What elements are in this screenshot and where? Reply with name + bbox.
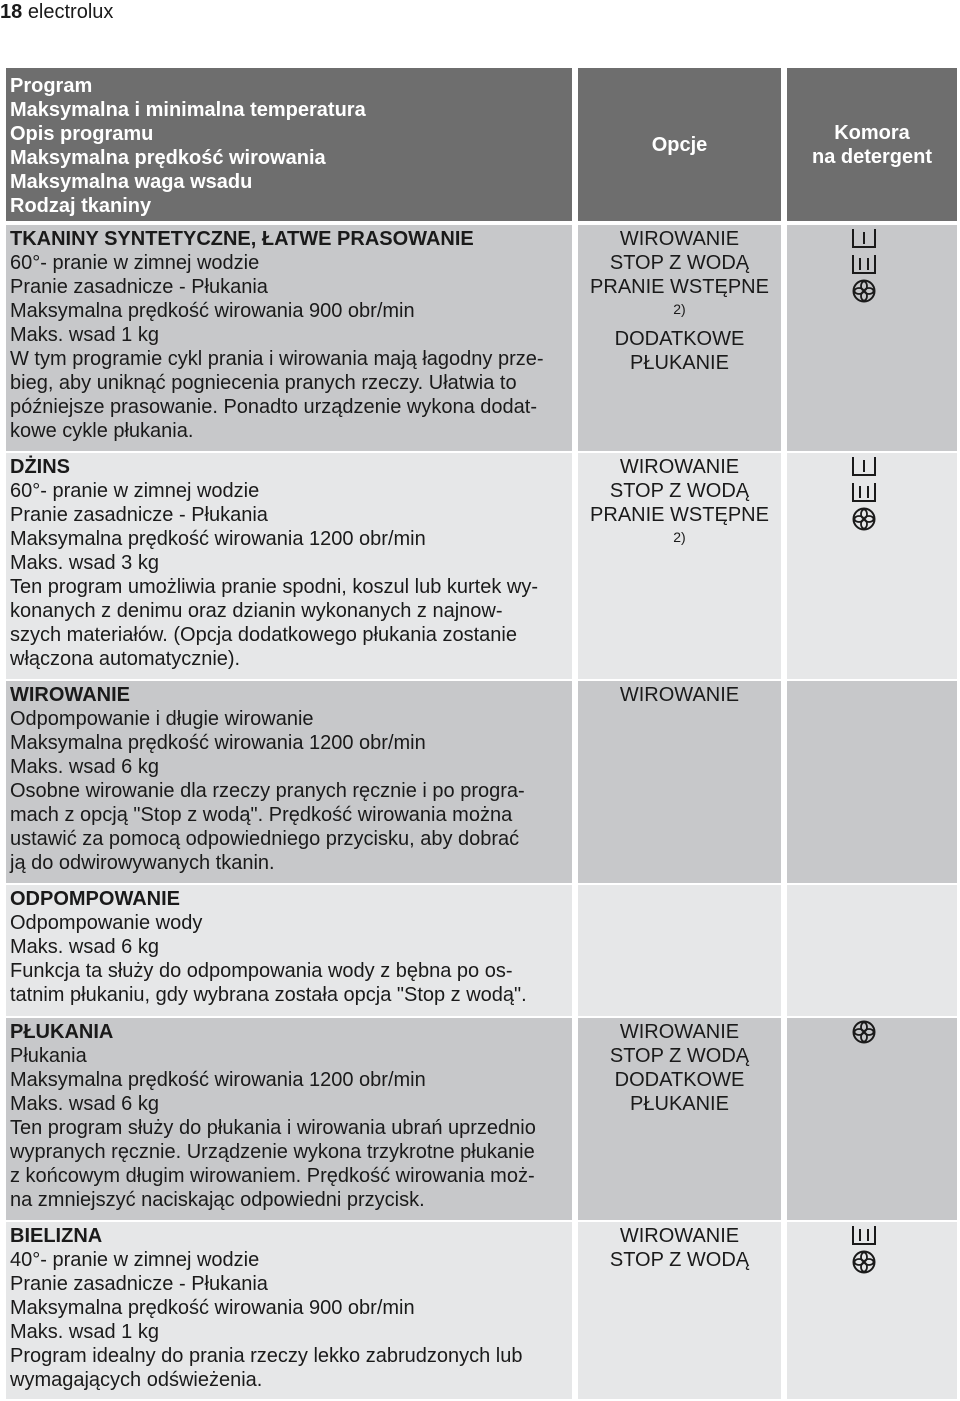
program-line: Maks. wsad 6 kg [10, 936, 159, 958]
page-number: 18 [0, 1, 23, 23]
program-line: 60°- pranie w zimnej wodzie [10, 252, 260, 274]
compartment-prewash-icon [851, 455, 877, 481]
program-line: Maks. wsad 6 kg [10, 1093, 159, 1115]
detergent-compartment-cell [787, 681, 957, 883]
program-line: późniejsze prasowanie. Ponadto urządzenie wykona dodat- [10, 396, 538, 418]
program-description-cell [6, 681, 572, 883]
program-row [6, 453, 957, 679]
program-line: Maks. wsad 3 kg [10, 552, 159, 574]
program-line: Ten program służy do płukania i wirowania ubrań uprzednio [10, 1117, 536, 1139]
program-line: Odpompowanie i długie wirowanie [10, 708, 314, 730]
option-label: DODATKOWE [614, 1069, 745, 1091]
program-line: Maksymalna prędkość wirowania 1200 obr/min [10, 732, 426, 754]
detergent-header-line2: na detergent [811, 146, 933, 168]
option-label: WIROWANIE [619, 1021, 740, 1043]
option-label: DODATKOWE [614, 328, 745, 350]
program-line: 40°- pranie w zimnej wodzie [10, 1249, 260, 1271]
header-line: Program [10, 75, 93, 97]
option-label: PŁUKANIE [630, 352, 729, 374]
options-header-label: Opcje [651, 133, 708, 156]
program-line: Ten program umożliwia pranie spodni, koszul lub kurtek wy- [10, 576, 539, 598]
program-line: z końcowym długim wirowaniem. Prędkość wirowania moż- [10, 1165, 535, 1187]
program-column-header [6, 68, 572, 221]
program-options-cell [578, 1222, 781, 1399]
option-label: STOP Z WODĄ [609, 1249, 750, 1271]
program-line: mach z opcją "Stop z wodą". Prędkość wirowania można [10, 804, 513, 826]
compartment-softener-icon [851, 507, 877, 535]
option-label: WIROWANIE [619, 684, 740, 706]
option-label: PRANIE WSTĘPNE [590, 504, 769, 526]
option-label: WIROWANIE [619, 456, 740, 478]
detergent-compartment-cell [787, 885, 957, 1016]
header-line: Opis programu [10, 123, 154, 145]
program-line: Maksymalna prędkość wirowania 900 obr/min [10, 1297, 415, 1319]
program-line: Program idealny do prania rzeczy lekko zabrudzonych lub [10, 1345, 523, 1367]
program-description-cell [6, 885, 572, 1016]
compartment-main-wash-icon [851, 253, 877, 279]
detergent-compartment-cell [787, 453, 957, 679]
compartment-softener-icon [851, 1020, 877, 1048]
program-row [6, 1018, 957, 1220]
program-line: wymagających odświeżenia. [10, 1369, 263, 1391]
detergent-compartment-cell [787, 225, 957, 451]
header-line: Rodzaj tkaniny [10, 195, 152, 217]
compartment-softener-icon [851, 1250, 877, 1278]
program-line: Płukania [10, 1045, 87, 1067]
program-table [6, 68, 957, 1401]
program-line: Funkcja ta służy do odpompowania wody z bębna po os- [10, 960, 513, 982]
program-name: WIROWANIE [10, 684, 130, 706]
program-line: włączona automatycznie). [10, 648, 241, 670]
program-name: BIELIZNA [10, 1225, 103, 1247]
program-line: Maksymalna prędkość wirowania 900 obr/min [10, 300, 415, 322]
compartment-softener-icon [851, 279, 877, 307]
detergent-compartment-cell [787, 1018, 957, 1220]
program-line: tatnim płukaniu, gdy wybrana została opcja "Stop z wodą". [10, 984, 527, 1006]
program-line: kowe cykle płukania. [10, 420, 194, 442]
header-line: Maksymalna i minimalna temperatura [10, 99, 366, 121]
header-line: Maksymalna prędkość wirowania [10, 147, 326, 169]
program-line: konanych z denimu oraz dzianin wykonanych z najnow- [10, 600, 503, 622]
compartment-prewash-icon [851, 227, 877, 253]
program-line: Maks. wsad 1 kg [10, 324, 159, 346]
footnote-marker: 2) [673, 301, 686, 317]
program-row [6, 885, 957, 1016]
program-line: Maksymalna prędkość wirowania 1200 obr/min [10, 528, 426, 550]
program-options-cell [578, 885, 781, 1016]
program-line: ustawić za pomocą odpowiedniego przycisku, aby dobrać [10, 828, 520, 850]
option-label: STOP Z WODĄ [609, 252, 750, 274]
page-header [0, 0, 113, 24]
option-label: PRANIE WSTĘPNE [590, 276, 769, 298]
detergent-header-line1: Komora [834, 122, 910, 144]
option-label: STOP Z WODĄ [609, 480, 750, 502]
footnote-marker: 2) [673, 529, 686, 545]
option-label: STOP Z WODĄ [609, 1045, 750, 1067]
program-line: Osobne wirowanie dla rzeczy pranych ręcznie i po progra- [10, 780, 525, 802]
program-line: Maksymalna prędkość wirowania 1200 obr/min [10, 1069, 426, 1091]
program-line: 60°- pranie w zimnej wodzie [10, 480, 260, 502]
program-line: Pranie zasadnicze - Płukania [10, 1273, 268, 1295]
program-name: ODPOMPOWANIE [10, 888, 181, 910]
program-name: TKANINY SYNTETYCZNE, ŁATWE PRASOWANIE [10, 228, 474, 250]
program-line: ją do odwirowywanych tkanin. [10, 852, 275, 874]
program-options-cell [578, 1018, 781, 1220]
table-header-row [6, 68, 957, 221]
options-column-header [578, 68, 781, 221]
brand-name: electrolux [27, 1, 114, 23]
program-line: W tym programie cykl prania i wirowania mają łagodny prze- [10, 348, 544, 370]
program-description-cell [6, 453, 572, 679]
program-description-cell [6, 225, 572, 451]
program-name: DŻINS [10, 456, 70, 478]
option-label: WIROWANIE [619, 228, 740, 250]
program-options-cell [578, 453, 781, 679]
program-line: na zmniejszyć naciskając odpowiedni przycisk. [10, 1189, 425, 1211]
program-line: Odpompowanie wody [10, 912, 203, 934]
detergent-column-header [787, 68, 957, 221]
program-description-cell [6, 1018, 572, 1220]
option-label: PŁUKANIE [630, 1093, 729, 1115]
option-label: WIROWANIE [619, 1225, 740, 1247]
program-description-cell [6, 1222, 572, 1399]
program-line: Maks. wsad 1 kg [10, 1321, 159, 1343]
detergent-compartment-cell [787, 1222, 957, 1399]
program-line: wypranych ręcznie. Urządzenie wykona trzykrotne płukanie [10, 1141, 535, 1163]
program-line: Pranie zasadnicze - Płukania [10, 276, 268, 298]
compartment-main-wash-icon [851, 481, 877, 507]
program-line: szych materiałów. (Opcja dodatkowego płukania zostanie [10, 624, 517, 646]
program-line: Pranie zasadnicze - Płukania [10, 504, 268, 526]
program-row [6, 1222, 957, 1399]
program-row [6, 681, 957, 883]
program-options-cell [578, 681, 781, 883]
header-line: Maksymalna waga wsadu [10, 171, 253, 193]
program-name: PŁUKANIA [10, 1021, 114, 1043]
program-row [6, 225, 957, 451]
program-line: Maks. wsad 6 kg [10, 756, 159, 778]
compartment-main-wash-icon [851, 1224, 877, 1250]
program-options-cell [578, 225, 781, 451]
program-line: bieg, aby uniknąć pogniecenia pranych rzeczy. Ułatwia to [10, 372, 517, 394]
